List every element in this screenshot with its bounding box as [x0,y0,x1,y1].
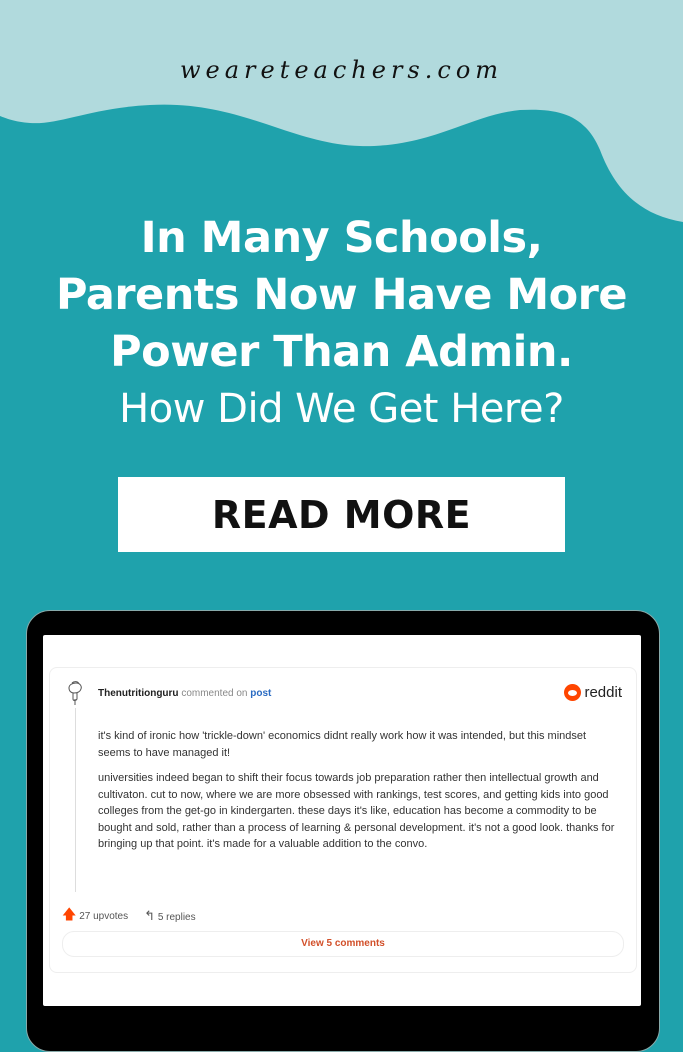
tablet-frame [26,610,660,1052]
username[interactable]: Thenutritionguru [98,688,179,699]
comment-paragraph: universities indeed began to shift their focus towards job preparation rather then intellectual growth and cultivaton. cut to now, where we are more obsessed with rankings, test scores, and getting kids into good colleges from the get-go in kindergarten. these days it's like, education has become a commodity to be bought and sold, rather than a process of learning & personal development. it's not a good look. thanks for bringing up that point. it's made for a valuable addition to the convo. [98,772,615,850]
reddit-comment-card [49,667,637,973]
reply-count: 5 replies [157,912,196,923]
headline-line-2: Parents Now Have More [55,270,628,320]
comment-thread-line [75,708,76,892]
site-logo[interactable]: weareteachers.com [179,56,504,84]
action-text: commented on [181,688,248,699]
reddit-wordmark: reddit [584,684,622,701]
upvote-button[interactable] [62,904,128,928]
view-comments-button[interactable]: View 5 comments [62,931,624,957]
reply-arrow-icon: ↰ [144,908,156,923]
comment-paragraph: it's kind of ironic how 'trickle-down' economics didnt really work how it was intended, but this mindset seems to have managed it! [98,730,587,759]
replies-button[interactable] [144,908,196,924]
read-more-button[interactable]: READ MORE [118,477,565,552]
headline-line-3: Power Than Admin. [110,327,573,377]
headline-subline: How Did We Get Here? [119,386,564,432]
post-link[interactable]: post [250,688,272,699]
headline [0,210,683,437]
upvote-count: 27 upvotes [79,911,129,922]
user-avatar-icon [64,680,86,706]
comment-body [98,728,618,862]
comment-meta [62,904,196,928]
reddit-logo [564,684,622,701]
header-wave-background [0,0,683,230]
tablet-screen [43,635,641,1006]
reddit-icon [564,684,581,701]
headline-line-1: In Many Schools, [140,213,543,263]
comment-header [98,688,271,699]
upvote-arrow-icon: 🡅 [62,906,77,922]
